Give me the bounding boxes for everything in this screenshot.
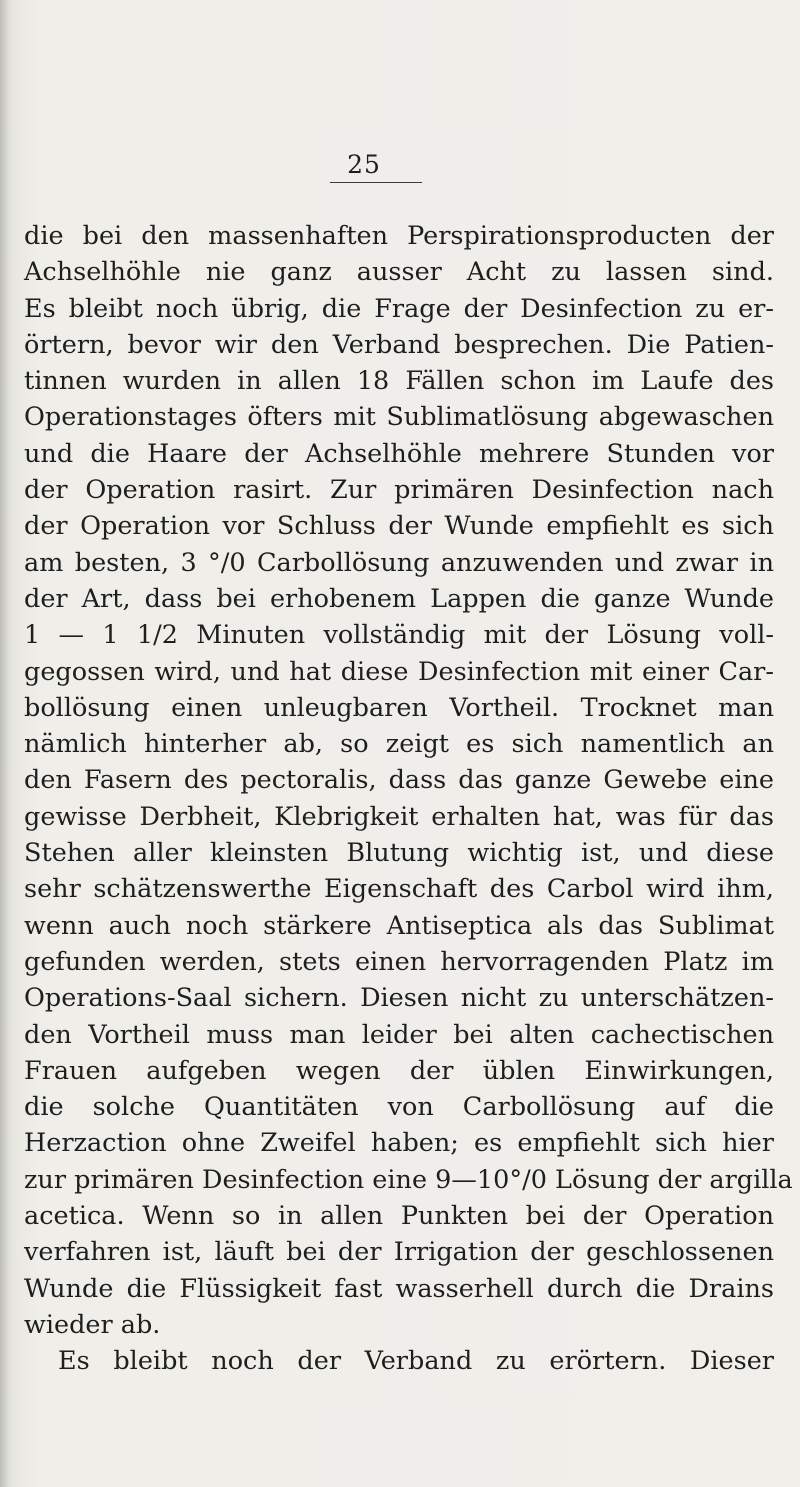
text-line: örtern, bevor wir den Verband besprechen. Die Patien-	[24, 329, 774, 360]
page-number	[0, 150, 800, 179]
text-line: Wunde die Flüssigkeit fast wasserhell durch die Drains	[24, 1273, 774, 1304]
text-line: gewisse Derbheit, Klebrigkeit erhalten hat, was für das	[24, 801, 774, 832]
text-line: Operations-Saal sichern. Diesen nicht zu unterschätzen-	[24, 983, 774, 1014]
text-line: tinnen wurden in allen 18 Fällen schon im Laufe des	[24, 366, 774, 397]
text-line: Frauen aufgeben wegen der üblen Einwirkungen,	[24, 1055, 774, 1086]
text-line: die solche Quantitäten von Carbollösung auf die	[24, 1092, 774, 1123]
text-line: nämlich hinterher ab, so zeigt es sich namentlich an	[24, 729, 774, 760]
text-line: den Fasern des pectoralis, dass das ganze Gewebe eine	[24, 765, 774, 796]
text-line: gefunden werden, stets einen hervorragenden Platz im	[24, 946, 774, 977]
text-line: sehr schätzenswerthe Eigenschaft des Carbol wird ihm,	[24, 874, 774, 905]
text-line: die bei den massenhaften Perspirationsproducten der	[24, 221, 774, 251]
text-line: der Operation rasirt. Zur primären Desinfection nach	[24, 475, 774, 506]
text-line: Es bleibt noch der Verband zu erörtern. Dieser	[58, 1346, 774, 1377]
text-line: wieder ab.	[24, 1309, 161, 1340]
page-number-text: 25	[347, 150, 381, 179]
paragraph	[24, 1343, 774, 1379]
text-line: 1 — 1 1/2 Minuten vollständig mit der Lösung voll-	[24, 620, 774, 651]
body-text	[24, 218, 793, 1380]
text-line: Operationstages öfters mit Sublimatlösung abgewaschen	[24, 402, 774, 433]
text-line: verfahren ist, läuft bei der Irrigation der geschlossenen	[24, 1237, 774, 1268]
paragraph	[24, 218, 793, 1343]
text-line: und die Haare der Achselhöhle mehrere Stunden vor	[24, 438, 774, 469]
header-rule	[330, 182, 422, 183]
text-line: zur primären Desinfection eine 9—10°/0 Lösung der argilla	[24, 1164, 793, 1195]
text-line: gegossen wird, und hat diese Desinfection mit einer Car-	[24, 656, 774, 687]
text-line: Es bleibt noch übrig, die Frage der Desinfection zu er-	[24, 293, 774, 324]
spine-shadow	[0, 0, 10, 1487]
text-line: Stehen aller kleinsten Blutung wichtig ist, und diese	[24, 838, 774, 869]
text-line: acetica. Wenn so in allen Punkten bei der Operation	[24, 1201, 774, 1232]
text-line: der Art, dass bei erhobenem Lappen die ganze Wunde	[24, 583, 774, 614]
text-line: wenn auch noch stärkere Antiseptica als das Sublimat	[24, 910, 774, 941]
text-line: Achselhöhle nie ganz ausser Acht zu lassen sind.	[24, 257, 774, 288]
text-line: den Vortheil muss man leider bei alten cachectischen	[24, 1019, 774, 1050]
text-line: der Operation vor Schluss der Wunde empfiehlt es sich	[24, 511, 774, 542]
text-line: bollösung einen unleugbaren Vortheil. Trocknet man	[24, 692, 774, 723]
text-line: Herzaction ohne Zweifel haben; es empfiehlt sich hier	[24, 1128, 774, 1159]
text-line: am besten, 3 °/0 Carbollösung anzuwenden und zwar in	[24, 547, 774, 578]
